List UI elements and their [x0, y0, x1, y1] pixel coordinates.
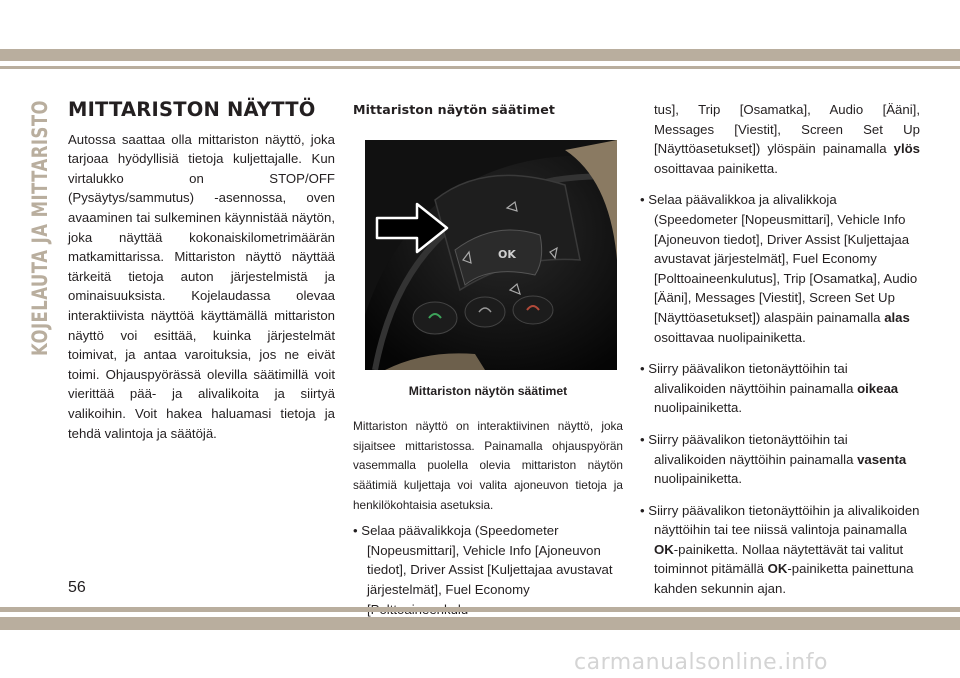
top-band — [0, 0, 960, 49]
top-stripe — [0, 49, 960, 61]
bullet-3-end: nuolipainiketta. — [654, 400, 742, 416]
bullet-5-mid: -painiketta. Nollaa näytettävät tai valitut toiminnot pitämällä — [654, 541, 904, 577]
column-left — [68, 100, 335, 443]
top-stripe-thin — [0, 66, 960, 69]
column-right — [640, 100, 920, 611]
bullet-1-key: ylös — [893, 141, 920, 157]
figure-caption: Mittariston näytön säätimet — [408, 383, 568, 398]
bullet-item-1-continued — [640, 100, 920, 178]
bullet-item-2 — [640, 190, 920, 347]
bottom-stripe — [0, 617, 960, 630]
bullet-item-1-start: • Selaa päävalikkoja (Speedometer [Nopeusmittari], Vehicle Info [Ajoneuvon tiedot], Driver Assist [Kuljettajaa avustavat järjestelmät], Fuel Economy — [353, 523, 613, 597]
side-section-label — [20, 98, 56, 358]
figure-note: Mittariston näyttö on interaktiivinen näyttö, joka sijaitsee mittaristossa. Painamalla ohjauspyörän vasemmalla puolella olevia mittariston näytön säätimiä kuljettaja voi valita ajoneuvon tietoja ja henkilökohtaisia asetuksia. — [353, 419, 623, 512]
bullet-item-5 — [640, 501, 920, 599]
page-title: MITTARISTON NÄYTTÖ — [68, 98, 316, 121]
bullet-4-end: nuolipainiketta. — [654, 471, 742, 487]
steering-wheel-controls-photo — [365, 140, 617, 370]
side-label-text: KOJELAUTA JA MITTARISTO — [28, 98, 53, 356]
section-subheading: Mittariston näytön säätimet — [353, 102, 555, 117]
bullet-item-3 — [640, 359, 920, 418]
bullet-3-key: oikeaa — [857, 380, 899, 396]
bullet-1-text: tus], Trip [Osamatka], Audio [Ääni], Messages [Viestit], Screen Set Up [Näyttöasetukset]) ylöspäin painamalla — [654, 102, 920, 157]
bullet-3-text: • Siirry päävalikon tietonäyttöihin tai alivalikoiden näyttöihin painamalla — [640, 361, 854, 396]
bullet-5-key2: OK — [767, 561, 788, 577]
watermark: carmanualsonline.info — [574, 650, 828, 675]
bullet-4-text: • Siirry päävalikon tietonäyttöihin tai alivalikoiden näyttöihin painamalla — [640, 431, 854, 467]
column-middle — [353, 100, 623, 631]
page-number: 56 — [68, 579, 86, 596]
bullet-2-text: • Selaa päävalikkoa ja alivalikkoja (Speedometer [Nopeusmittari], Vehicle Info [Ajoneuvon tiedot], Driver Assist [Kuljettajaa avustavat järjestelmät], Fuel Economy [Polttoaineenkulutus], Trip [Osamatka], Audio [Ääni], Messages [Viestit], Screen Set Up [Näyttöasetukset]) alaspäin painamalla — [640, 192, 918, 325]
bullet-5-end: -painiketta painettuna kahden sekunnin ajan. — [654, 561, 914, 597]
bullet-2-key: alas — [884, 309, 910, 325]
bullet-5-key: OK — [654, 541, 674, 557]
bullet-4-key: vasenta — [857, 451, 907, 467]
bullet-5-text: • Siirry päävalikon tietonäyttöihin ja alivalikoiden näyttöihin tai tee niissä valintoja painamalla — [640, 502, 920, 538]
bullet-2-end: osoittavaa nuolipainiketta. — [654, 329, 806, 345]
bottom-stripe-thin — [0, 607, 960, 612]
ok-button-label: OK — [498, 247, 516, 261]
intro-paragraph: Autossa saattaa olla mittariston näyttö, joka tarjoaa hyödyllisiä tietoja kuljettajalle. Kun virtalukko on STOP/OFF (Pysäytys/sammutus) -asennossa, oven avaaminen tai sulkeminen käynnistää näytön, joka näyttää kokonaiskilometrimäärän matkamittarissa. Mittariston näyttö näyttää tärkeitä tietoja auton järjestelmistä ja ominaisuuksista. Kojelaudassa olevaa interaktiivista näyttöä käyttämällä mittariston näyttö voi esittää, kuinka järjestelmät toimivat, ja antaa varoituksia, jos ne eivät toimi. Ohjauspyörässä olevilla säätimillä voit vierittää pää- ja alivalikoita ja siirtyä valikoihin. Voit hakea haluamasi tietoja ja tehdä valintoja ja säätöjä. — [68, 131, 335, 441]
bullet-item-4 — [640, 430, 920, 489]
bullet-1-end: osoittavaa painiketta. — [654, 160, 778, 176]
